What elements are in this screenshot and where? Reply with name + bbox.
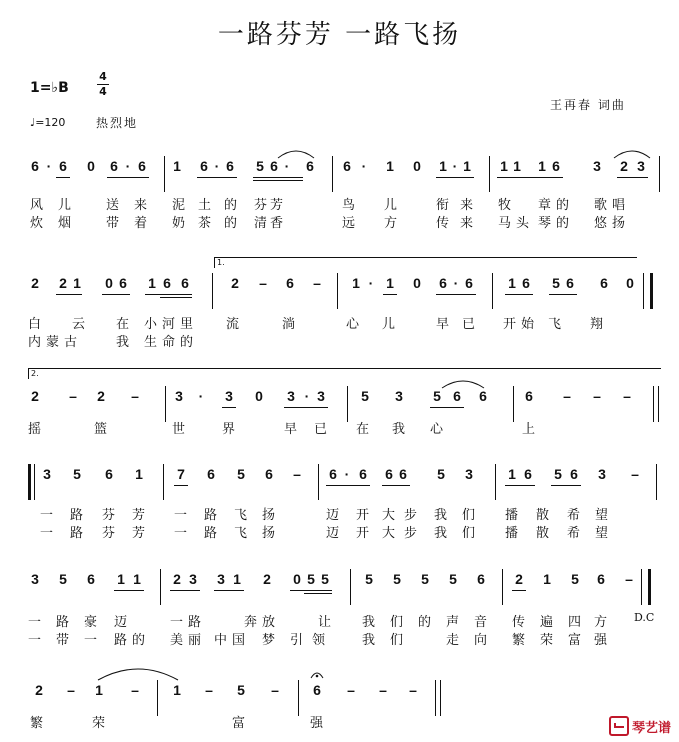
repeat-barline bbox=[34, 464, 35, 500]
dash: – bbox=[69, 388, 77, 404]
note: 5 bbox=[393, 571, 401, 587]
volta-1: 1. bbox=[214, 257, 637, 268]
notes-row-2 bbox=[0, 275, 679, 301]
barline bbox=[165, 386, 166, 422]
note: 5 bbox=[237, 682, 245, 698]
repeat-barline bbox=[28, 464, 31, 500]
note: 6 bbox=[306, 158, 314, 174]
tempo-mark: ♩=120 bbox=[30, 116, 66, 129]
composer-credit: 王再春 词曲 bbox=[550, 98, 626, 112]
note: 2 bbox=[31, 388, 39, 404]
dot: · bbox=[284, 158, 290, 174]
meter-top: 4 bbox=[99, 70, 107, 83]
note: 2 bbox=[59, 275, 67, 291]
barline bbox=[502, 569, 503, 605]
note: 1 bbox=[173, 682, 181, 698]
dash: – bbox=[313, 275, 321, 291]
barline bbox=[656, 464, 657, 500]
dc-mark: D.C bbox=[634, 611, 655, 624]
note: 0 bbox=[413, 158, 421, 174]
tie bbox=[612, 148, 652, 160]
dot: · bbox=[304, 388, 310, 404]
tie bbox=[276, 148, 316, 160]
note: 0 bbox=[87, 158, 95, 174]
note: 5 bbox=[59, 571, 67, 587]
note: 6 bbox=[105, 466, 113, 482]
note: 3 bbox=[43, 466, 51, 482]
note: 1 bbox=[538, 158, 546, 174]
note: 2 bbox=[173, 571, 181, 587]
tie bbox=[440, 378, 486, 390]
tie bbox=[96, 664, 180, 682]
note: 6 bbox=[570, 466, 578, 482]
note: 1 bbox=[463, 158, 471, 174]
barline bbox=[332, 156, 333, 192]
note: 6 bbox=[286, 275, 294, 291]
note: 5 bbox=[433, 388, 441, 404]
note: 6 bbox=[207, 466, 215, 482]
note: 5 bbox=[73, 466, 81, 482]
barline bbox=[318, 464, 319, 500]
logo-icon bbox=[609, 716, 629, 736]
meter-bottom: 4 bbox=[99, 85, 107, 98]
note: 1 bbox=[352, 275, 360, 291]
final-barline bbox=[653, 386, 654, 422]
note: 2 bbox=[97, 388, 105, 404]
note: 1 bbox=[148, 275, 156, 291]
dash: – bbox=[131, 682, 139, 698]
barline bbox=[337, 273, 338, 309]
note: 6 bbox=[313, 682, 321, 698]
note: 2 bbox=[35, 682, 43, 698]
note: 3 bbox=[593, 158, 601, 174]
note: 6 bbox=[87, 571, 95, 587]
note: 6 bbox=[343, 158, 351, 174]
note: 1 bbox=[508, 466, 516, 482]
barline bbox=[489, 156, 490, 192]
dash: – bbox=[67, 682, 75, 698]
dash: – bbox=[131, 388, 139, 404]
note: 1 bbox=[543, 571, 551, 587]
note: 1 bbox=[95, 682, 103, 698]
note: 1 bbox=[439, 158, 447, 174]
note: 6 bbox=[465, 275, 473, 291]
note: 6 bbox=[110, 158, 118, 174]
note: 6 bbox=[385, 466, 393, 482]
note: 7 bbox=[177, 466, 185, 482]
note: 6 bbox=[265, 466, 273, 482]
barline bbox=[212, 273, 213, 309]
key-signature: 1=♭B bbox=[30, 80, 69, 96]
note: 5 bbox=[449, 571, 457, 587]
note: 3 bbox=[395, 388, 403, 404]
note: 0 bbox=[413, 275, 421, 291]
note: 3 bbox=[189, 571, 197, 587]
repeat-barline bbox=[648, 569, 651, 605]
volta-2: 2. bbox=[28, 368, 661, 379]
page-title: 一路芬芳 一路飞扬 bbox=[217, 20, 462, 50]
note: 6 bbox=[453, 388, 461, 404]
note: 6 bbox=[163, 275, 171, 291]
note: 6 bbox=[597, 571, 605, 587]
dash: – bbox=[379, 682, 387, 698]
expression-mark: 热烈地 bbox=[96, 116, 139, 130]
note: 3 bbox=[225, 388, 233, 404]
barline bbox=[659, 156, 660, 192]
barline bbox=[350, 569, 351, 605]
note: 0 bbox=[105, 275, 113, 291]
fermata-icon bbox=[309, 668, 325, 680]
dash: – bbox=[631, 466, 639, 482]
dash: – bbox=[347, 682, 355, 698]
note: 6 bbox=[522, 275, 530, 291]
dash: – bbox=[271, 682, 279, 698]
dot: · bbox=[361, 158, 367, 174]
note: 6 bbox=[59, 158, 67, 174]
watermark-logo: 琴艺谱 bbox=[609, 716, 671, 736]
note: 3 bbox=[31, 571, 39, 587]
note: 6 bbox=[138, 158, 146, 174]
dot: · bbox=[453, 275, 459, 291]
note: 6 bbox=[439, 275, 447, 291]
note: 5 bbox=[365, 571, 373, 587]
note: 5 bbox=[554, 466, 562, 482]
note: 6 bbox=[552, 158, 560, 174]
dot: · bbox=[452, 158, 458, 174]
note: 1 bbox=[386, 275, 394, 291]
barline bbox=[347, 386, 348, 422]
barline bbox=[157, 680, 158, 716]
barline bbox=[164, 156, 165, 192]
barline bbox=[495, 464, 496, 500]
note: 6 bbox=[399, 466, 407, 482]
note: 1 bbox=[133, 571, 141, 587]
note: 6 bbox=[329, 466, 337, 482]
note: 3 bbox=[287, 388, 295, 404]
note: 2 bbox=[31, 275, 39, 291]
barline bbox=[492, 273, 493, 309]
note: 6 bbox=[479, 388, 487, 404]
note: 1 bbox=[513, 158, 521, 174]
note: 6 bbox=[181, 275, 189, 291]
dot: · bbox=[46, 158, 52, 174]
repeat-barline bbox=[641, 569, 642, 605]
note: 6 bbox=[270, 158, 278, 174]
note: 3 bbox=[317, 388, 325, 404]
note: 0 bbox=[626, 275, 634, 291]
dash: – bbox=[623, 388, 631, 404]
note: 5 bbox=[237, 466, 245, 482]
note: 3 bbox=[465, 466, 473, 482]
dot: · bbox=[125, 158, 131, 174]
dash: – bbox=[409, 682, 417, 698]
note: 2 bbox=[231, 275, 239, 291]
note: 6 bbox=[525, 388, 533, 404]
dash: – bbox=[205, 682, 213, 698]
note: 5 bbox=[421, 571, 429, 587]
barline bbox=[163, 464, 164, 500]
note: 5 bbox=[552, 275, 560, 291]
note: 5 bbox=[256, 158, 264, 174]
note: 1 bbox=[508, 275, 516, 291]
note: 6 bbox=[566, 275, 574, 291]
final-barline bbox=[435, 680, 436, 716]
note: 3 bbox=[637, 158, 645, 174]
note: 1 bbox=[73, 275, 81, 291]
barline bbox=[160, 569, 161, 605]
dash: – bbox=[259, 275, 267, 291]
note: 1 bbox=[386, 158, 394, 174]
final-barline bbox=[440, 680, 441, 716]
note: 0 bbox=[255, 388, 263, 404]
note: 6 bbox=[200, 158, 208, 174]
note: 1 bbox=[135, 466, 143, 482]
note: 5 bbox=[307, 571, 315, 587]
note: 6 bbox=[31, 158, 39, 174]
notes-row-5 bbox=[0, 571, 679, 597]
note: 6 bbox=[600, 275, 608, 291]
barline bbox=[513, 386, 514, 422]
note: 1 bbox=[117, 571, 125, 587]
notes-row-4 bbox=[0, 466, 679, 492]
note: 1 bbox=[173, 158, 181, 174]
note: 2 bbox=[515, 571, 523, 587]
repeat-barline bbox=[643, 273, 644, 309]
note: 5 bbox=[571, 571, 579, 587]
note: 3 bbox=[598, 466, 606, 482]
dot: · bbox=[198, 388, 204, 404]
dash: – bbox=[593, 388, 601, 404]
note: 6 bbox=[226, 158, 234, 174]
note: 5 bbox=[321, 571, 329, 587]
notes-row-1 bbox=[0, 158, 679, 184]
final-barline bbox=[658, 386, 659, 422]
note: 6 bbox=[359, 466, 367, 482]
notes-row-3 bbox=[0, 388, 679, 414]
time-signature bbox=[97, 71, 109, 98]
note: 5 bbox=[437, 466, 445, 482]
dash: – bbox=[563, 388, 571, 404]
dot: · bbox=[368, 275, 374, 291]
note: 3 bbox=[175, 388, 183, 404]
note: 1 bbox=[500, 158, 508, 174]
note: 0 bbox=[293, 571, 301, 587]
notes-row-6 bbox=[0, 682, 679, 708]
barline bbox=[298, 680, 299, 716]
note: 2 bbox=[263, 571, 271, 587]
note: 2 bbox=[620, 158, 628, 174]
note: 3 bbox=[217, 571, 225, 587]
note: 1 bbox=[233, 571, 241, 587]
dot: · bbox=[344, 466, 350, 482]
note: 5 bbox=[361, 388, 369, 404]
dash: – bbox=[293, 466, 301, 482]
dot: · bbox=[214, 158, 220, 174]
note: 6 bbox=[477, 571, 485, 587]
note: 6 bbox=[524, 466, 532, 482]
note: 6 bbox=[119, 275, 127, 291]
dash: – bbox=[625, 571, 633, 587]
repeat-barline bbox=[650, 273, 653, 309]
